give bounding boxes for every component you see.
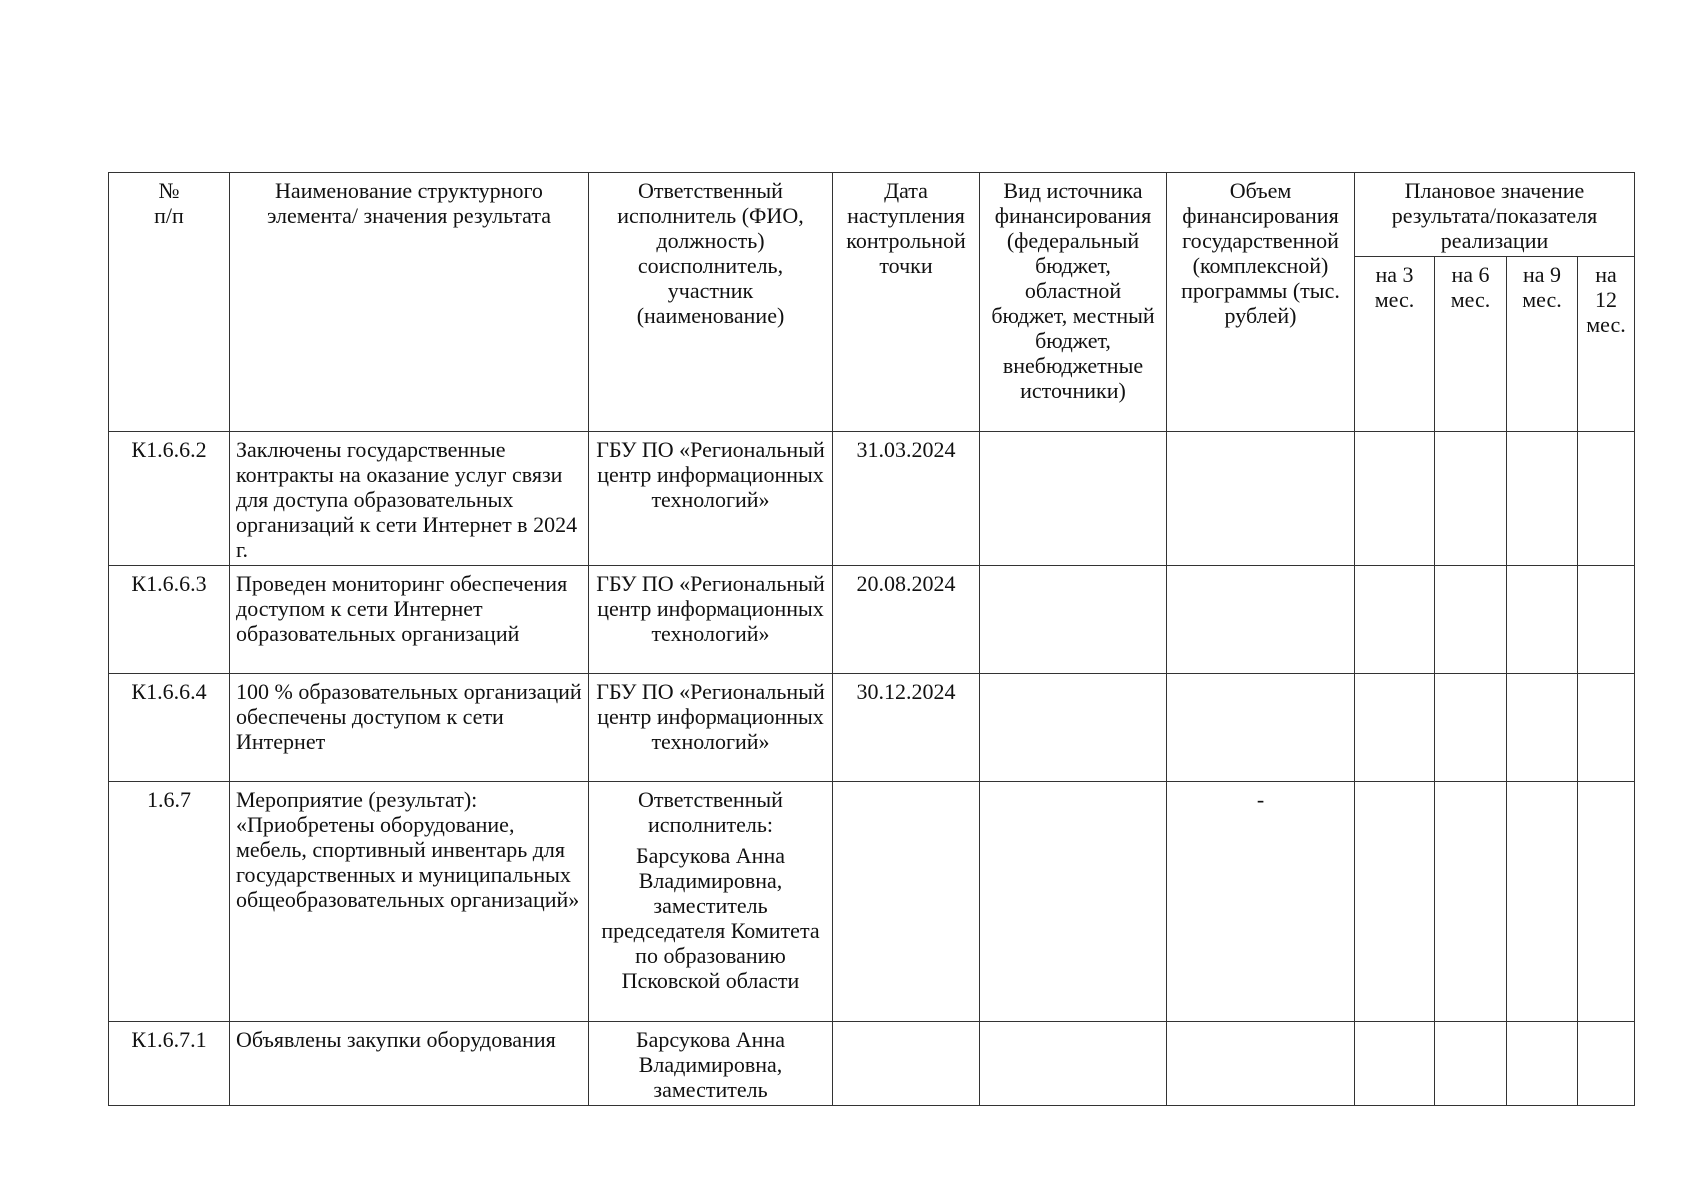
row-responsible: [589, 782, 833, 1022]
header-name: Наименование структурного элемента/ значения результата: [230, 173, 589, 432]
table-row: [109, 566, 1635, 674]
header-planned: Плановое значение результата/показателя реализации: [1355, 173, 1635, 257]
row-volume: [1167, 674, 1355, 782]
row-date: 20.08.2024: [833, 566, 980, 674]
table-row: [109, 432, 1635, 566]
header-period-3: на 3 мес.: [1355, 257, 1435, 432]
row-plan-12: [1578, 782, 1635, 1022]
row-source: [980, 1022, 1167, 1106]
row-source: [980, 674, 1167, 782]
header-date: Дата наступления контрольной точки: [833, 173, 980, 432]
row-plan-12: [1578, 566, 1635, 674]
row-plan-3: [1355, 674, 1435, 782]
row-responsible: ГБУ ПО «Региональный центр информационных технологий»: [589, 566, 833, 674]
row-plan-12: [1578, 1022, 1635, 1106]
row-plan-9: [1507, 566, 1578, 674]
row-num: К1.6.6.3: [109, 566, 230, 674]
row-name: Проведен мониторинг обеспечения доступом к сети Интернет образовательных организаций: [230, 566, 589, 674]
row-plan-3: [1355, 432, 1435, 566]
row-plan-9: [1507, 1022, 1578, 1106]
row-plan-6: [1435, 782, 1507, 1022]
row-source: [980, 432, 1167, 566]
header-num-symbol: №: [158, 178, 180, 203]
row-plan-3: [1355, 566, 1435, 674]
row-volume: [1167, 432, 1355, 566]
row-plan-6: [1435, 674, 1507, 782]
header-period-12: на 12 мес.: [1578, 257, 1635, 432]
row-volume: [1167, 566, 1355, 674]
row-responsible-person: Барсукова Анна Владимировна, заместитель председателя Комитета по образованию Псковской области: [601, 843, 820, 993]
row-date: [833, 782, 980, 1022]
row-plan-6: [1435, 432, 1507, 566]
row-responsible-label: Ответственный исполнитель:: [638, 787, 783, 837]
row-plan-3: [1355, 782, 1435, 1022]
header-responsible: [589, 173, 833, 432]
row-responsible: ГБУ ПО «Региональный центр информационных технологий»: [589, 432, 833, 566]
header-volume: Объем финансирования государственной (комплексной) программы (тыс. рублей): [1167, 173, 1355, 432]
row-plan-12: [1578, 432, 1635, 566]
row-name: Мероприятие (результат): «Приобретены оборудование, мебель, спортивный инвентарь для государственных и муниципальных общеобразовательных организаций»: [230, 782, 589, 1022]
row-date: [833, 1022, 980, 1106]
table-row: [109, 782, 1635, 1022]
plan-table: [108, 172, 1635, 1106]
row-plan-9: [1507, 432, 1578, 566]
header-source: Вид источника финансирования (федеральный бюджет, областной бюджет, местный бюджет, внебюджетные источники): [980, 173, 1167, 432]
row-volume: [1167, 1022, 1355, 1106]
header-num-abbr: п/п: [154, 203, 184, 228]
row-plan-9: [1507, 674, 1578, 782]
row-date: 31.03.2024: [833, 432, 980, 566]
plan-table-container: [108, 172, 1634, 1106]
row-num: 1.6.7: [109, 782, 230, 1022]
row-plan-12: [1578, 674, 1635, 782]
row-plan-6: [1435, 1022, 1507, 1106]
row-date: 30.12.2024: [833, 674, 980, 782]
row-name: Заключены государственные контракты на оказание услуг связи для доступа образовательных организаций к сети Интернет в 2024 г.: [230, 432, 589, 566]
row-plan-6: [1435, 566, 1507, 674]
row-num: К1.6.7.1: [109, 1022, 230, 1106]
row-plan-9: [1507, 782, 1578, 1022]
header-period-6: на 6 мес.: [1435, 257, 1507, 432]
row-plan-3: [1355, 1022, 1435, 1106]
header-period-9: на 9 мес.: [1507, 257, 1578, 432]
header-responsible-main: Ответственный исполнитель (ФИО, должность): [617, 178, 804, 253]
row-source: [980, 566, 1167, 674]
row-responsible: Барсукова Анна Владимировна, заместитель: [589, 1022, 833, 1106]
header-responsible-co: соисполнитель, участник (наименование): [636, 253, 785, 328]
header-num: [109, 173, 230, 432]
row-name: 100 % образовательных организаций обеспечены доступом к сети Интернет: [230, 674, 589, 782]
table-row: [109, 1022, 1635, 1106]
row-name: Объявлены закупки оборудования: [230, 1022, 589, 1106]
header-row: [109, 173, 1635, 257]
row-num: К1.6.6.4: [109, 674, 230, 782]
row-source: [980, 782, 1167, 1022]
table-row: [109, 674, 1635, 782]
row-num: К1.6.6.2: [109, 432, 230, 566]
row-responsible: ГБУ ПО «Региональный центр информационных технологий»: [589, 674, 833, 782]
row-volume: -: [1167, 782, 1355, 1022]
